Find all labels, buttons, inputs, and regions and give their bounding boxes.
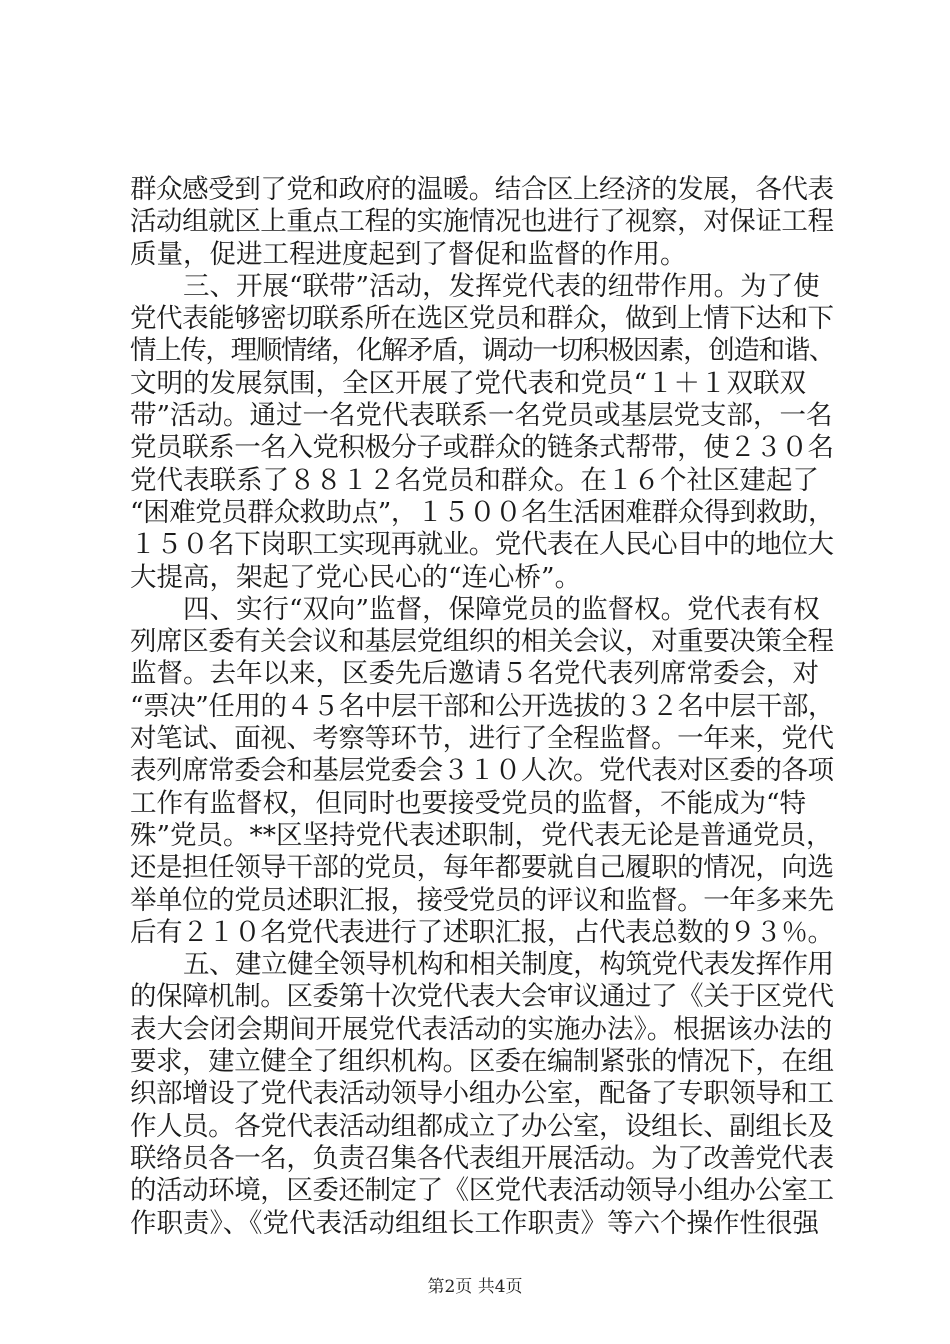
text-line: 还是担任领导干部的党员，每年都要就自己履职的情况，向选 (130, 852, 834, 884)
text-line: 群众感受到了党和政府的温暖。结合区上经济的发展，各代表 (130, 174, 834, 205)
page-footer: 第2页 共4页 (427, 1277, 523, 1297)
text-line: 表大会闭会期间开展党代表活动的实施办法》。根据该办法的 (130, 1013, 833, 1045)
text-line: 五、建立健全领导机构和相关制度，构筑党代表发挥作用 (183, 949, 834, 981)
text-line: 的保障机制。区委第十次党代表大会审议通过了《关于区党代 (130, 981, 834, 1013)
text-line: 监督。去年以来，区委先后邀请５名党代表列席常委会，对 (130, 658, 819, 690)
text-line: 工作有监督权，但同时也要接受党员的监督，不能成为“特 (130, 787, 807, 819)
text-line: 殊”党员。**区坚持党代表述职制，党代表无论是普通党员， (130, 819, 833, 851)
text-line: １５０名下岗职工实现再就业。党代表在人民心目中的地位大 (130, 529, 834, 561)
text-line: 后有２１０名党代表进行了述职汇报，占代表总数的９３％。 (130, 916, 834, 948)
document-body (130, 174, 834, 1240)
text-line: 作人员。各党代表活动组都成立了办公室，设组长、副组长及 (130, 1110, 834, 1142)
text-line: 表列席常委会和基层党委会３１０人次。党代表对区委的各项 (130, 755, 834, 787)
text-line: 大提高，架起了党心民心的“连心桥”。 (130, 561, 582, 593)
text-line: 党代表联系了８８１２名党员和群众。在１６个社区建起了 (130, 464, 819, 496)
text-line: 要求，建立健全了组织机构。区委在编制紧张的情况下，在组 (130, 1046, 834, 1078)
text-line: 情上传，理顺情绪，化解矛盾，调动一切积极因素，创造和谐、 (130, 335, 834, 367)
text-line: 联络员各一名，负责召集各代表组开展活动。为了改善党代表 (130, 1142, 834, 1174)
text-line: 党员联系一名入党积极分子或群众的链条式帮带，使２３０名 (130, 432, 834, 464)
text-line: 党代表能够密切联系所在选区党员和群众，做到上情下达和下 (130, 303, 834, 335)
text-line: “困难党员群众救助点”，１５００名生活困难群众得到救助， (130, 496, 834, 528)
text-line: 织部增设了党代表活动领导小组办公室，配备了专职领导和工 (130, 1078, 834, 1110)
text-line: 列席区委有关会议和基层党组织的相关会议，对重要决策全程 (130, 626, 834, 658)
text-line: 文明的发展氛围，全区开展了党代表和党员“１＋１双联双 (130, 367, 807, 399)
text-line: “票决”任用的４５名中层干部和公开选拔的３２名中层干部， (130, 690, 834, 722)
text-line: 质量，促进工程进度起到了督促和监督的作用。 (130, 238, 687, 270)
text-line: 带”活动。通过一名党代表联系一名党员或基层党支部，一名 (130, 400, 833, 432)
text-line: 作职责》、《党代表活动组组长工作职责》等六个操作性很强 (130, 1207, 819, 1239)
text-line: 的活动环境，区委还制定了《区党代表活动领导小组办公室工 (130, 1175, 834, 1207)
text-line: 四、实行“双向”监督，保障党员的监督权。党代表有权 (183, 593, 820, 625)
text-line: 三、开展“联带”活动，发挥党代表的纽带作用。为了使 (183, 270, 820, 302)
text-line: 活动组就区上重点工程的实施情况也进行了视察，对保证工程 (130, 206, 834, 238)
text-line: 对笔试、面视、考察等环节，进行了全程监督。一年来，党代 (130, 723, 834, 755)
text-line: 举单位的党员述职汇报，接受党员的评议和监督。一年多来先 (130, 884, 834, 916)
